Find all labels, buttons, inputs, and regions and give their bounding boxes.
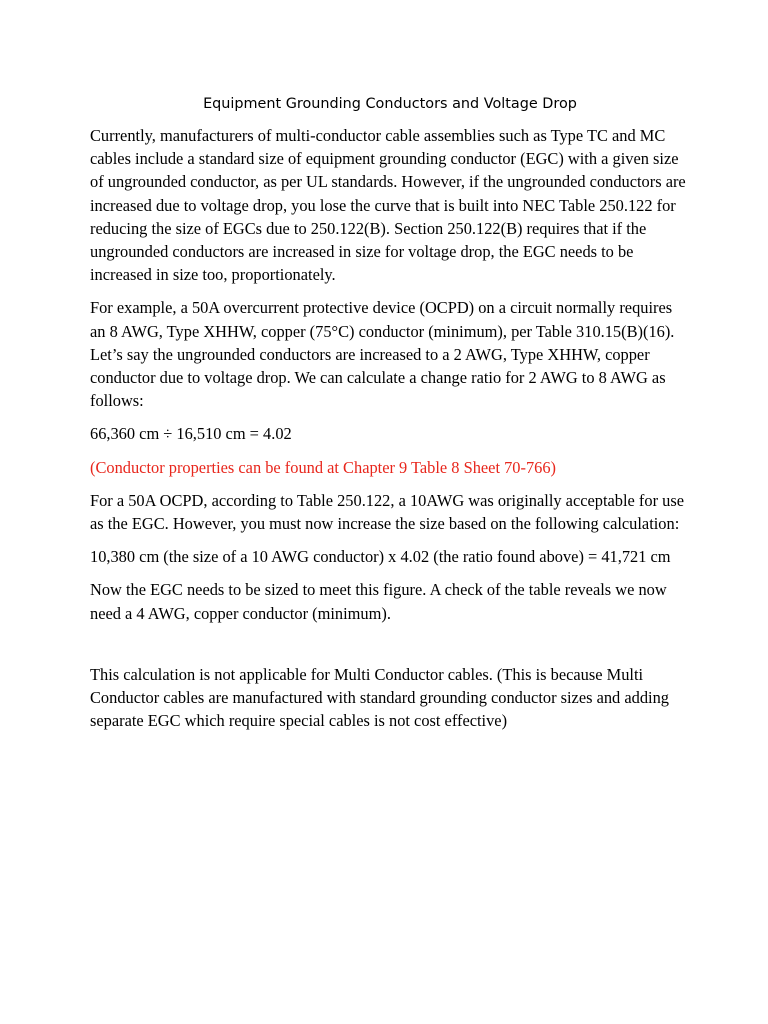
document-title: Equipment Grounding Conductors and Voltage Drop xyxy=(203,96,577,112)
paragraph-ratio-calculation: 66,360 cm ÷ 16,510 cm = 4.02 xyxy=(90,424,292,444)
paragraph-ocpd: For a 50A OCPD, according to Table 250.122, a 10AWG was originally acceptable for use as the EGC. However, you must now increase the size based on the following calculation: xyxy=(90,490,684,534)
paragraph-example: For example, a 50A overcurrent protective device (OCPD) on a circuit normally requires an 8 AWG, Type XHHW, copper (75°C) conductor (minimum), per Table 310.15(B)(16). Let’s say the ungrounded conductors are increased to a 2 AWG, Type XHHW, copper conductor due to voltage drop. We can calculate a change ratio for 2 AWG to 8 AWG as follows: xyxy=(90,298,675,411)
paragraph-multi-conductor-note: This calculation is not applicable for Multi Conductor cables. (This is because Multi Conductor cables are manufactured with standard grounding conductor sizes and adding separate EGC which require special cables is not cost effective) xyxy=(90,664,669,731)
document-page xyxy=(90,92,690,742)
paragraph-size-calculation: 10,380 cm (the size of a 10 AWG conductor) x 4.02 (the ratio found above) = 41,721 cm xyxy=(90,547,671,567)
paragraph-conductor-properties-note: (Conductor properties can be found at Chapter 9 Table 8 Sheet 70-766) xyxy=(90,457,557,477)
paragraph-intro: Currently, manufacturers of multi-conductor cable assemblies such as Type TC and MC cables include a standard size of equipment grounding conductor (EGC) with a given size of ungrounded conductor, as per UL standards. However, if the ungrounded conductors are increased due to voltage drop, you lose the curve that is built into NEC Table 250.122 for reducing the size of EGCs due to 250.122(B). Section 250.122(B) requires that if the ungrounded conductors are increased in size for voltage drop, the EGC needs to be increased in size too, proportionately. xyxy=(90,126,686,285)
paragraph-egc-sizing: Now the EGC needs to be sized to meet this figure. A check of the table reveals we now need a 4 AWG, copper conductor (minimum). xyxy=(90,580,667,623)
spacer xyxy=(90,635,690,663)
